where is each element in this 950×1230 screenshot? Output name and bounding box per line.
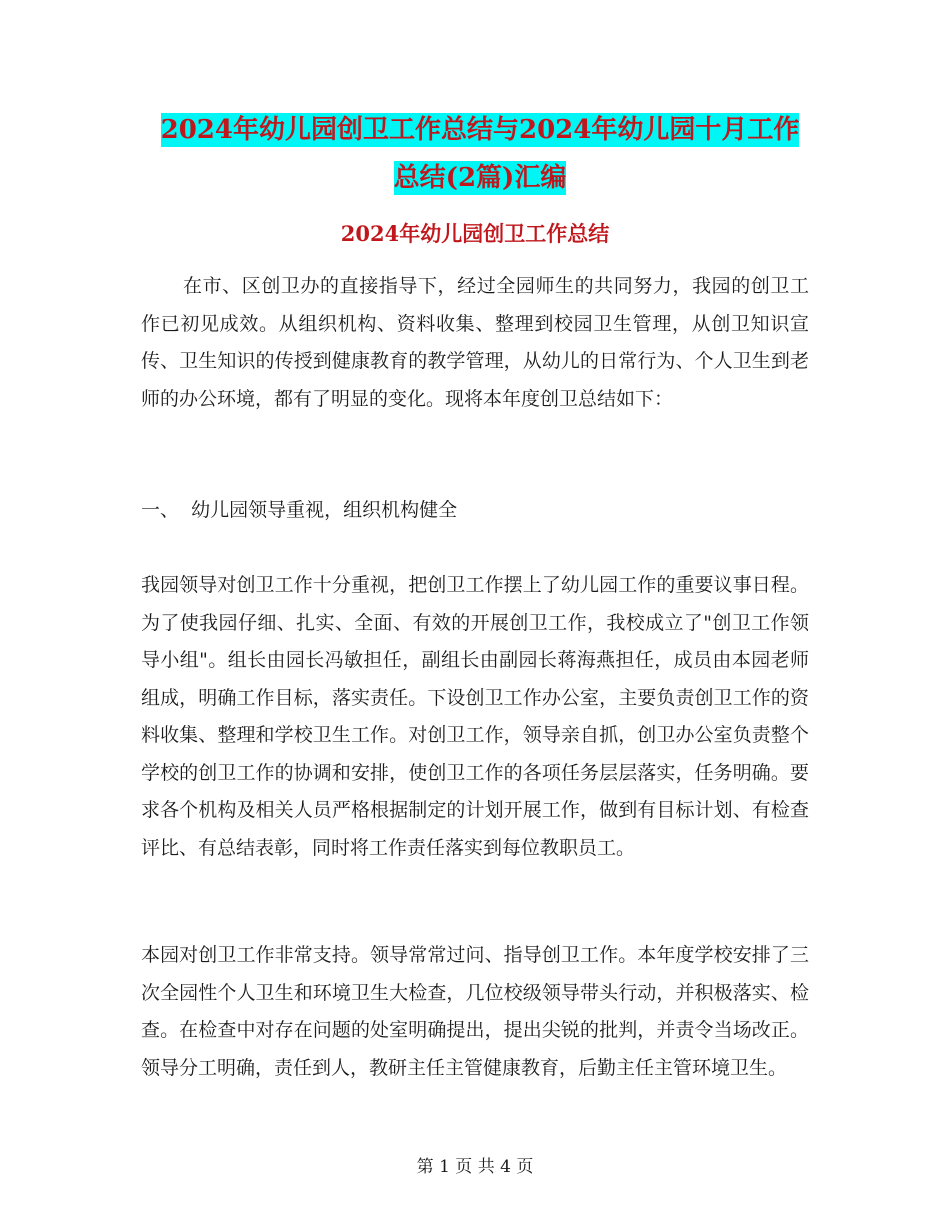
- section-title: 2024年幼儿园创卫工作总结: [340, 221, 610, 246]
- heading-leadership: 一、 幼儿园领导重视，组织机构健全: [141, 499, 458, 521]
- paragraph-leadership: 我园领导对创卫工作十分重视，把创卫工作摆上了幼儿园工作的重要议事日程。为了使我园仔细、扎实、全面、有效的开展创卫工作，我校成立了"创卫工作领导小组"。组长由园长冯敏担任，副组长由副园长蒋海燕担任，成员由本园老师组成，明确工作目标，落实责任。下设创卫工作办公室，主要负责创卫工作的资料收集、整理和学校卫生工作。对创卫工作，领导亲自抓，创卫办公室负责整个学校的创卫工作的协调和安排，使创卫工作的各项任务层层落实，任务明确。要求各个机构及相关人员严格根据制定的计划开展工作，做到有目标计划、有检查评比、有总结表彰，同时将工作责任落实到每位教职员工。: [141, 574, 809, 859]
- paragraph-intro: 在市、区创卫办的直接指导下，经过全园师生的共同努力，我园的创卫工作已初见成效。从组织机构、资料收集、整理到校园卫生管理，从创卫知识宣传、卫生知识的传授到健康教育的教学管理，从幼儿的日常行为、个人卫生到老师的办公环境，都有了明显的变化。现将本年度创卫总结如下：: [141, 275, 809, 410]
- title-line-2: 总结(2篇)汇编: [393, 163, 567, 193]
- paragraph-support: 本园对创卫工作非常支持。领导常常过问、指导创卫工作。本年度学校安排了三次全园性个人卫生和环境卫生大检查，几位校级领导带头行动，并积极落实、检查。在检查中对存在问题的处室明确提出，提出尖锐的批判，并责令当场改正。领导分工明确，责任到人，教研主任主管健康教育，后勤主任主管环境卫生。: [141, 944, 809, 1079]
- page-footer: 第 1 页 共 4 页: [416, 1157, 534, 1177]
- document-title: [140, 106, 820, 202]
- title-line-1: 2024年幼儿园创卫工作总结与2024年幼儿园十月工作: [160, 115, 800, 145]
